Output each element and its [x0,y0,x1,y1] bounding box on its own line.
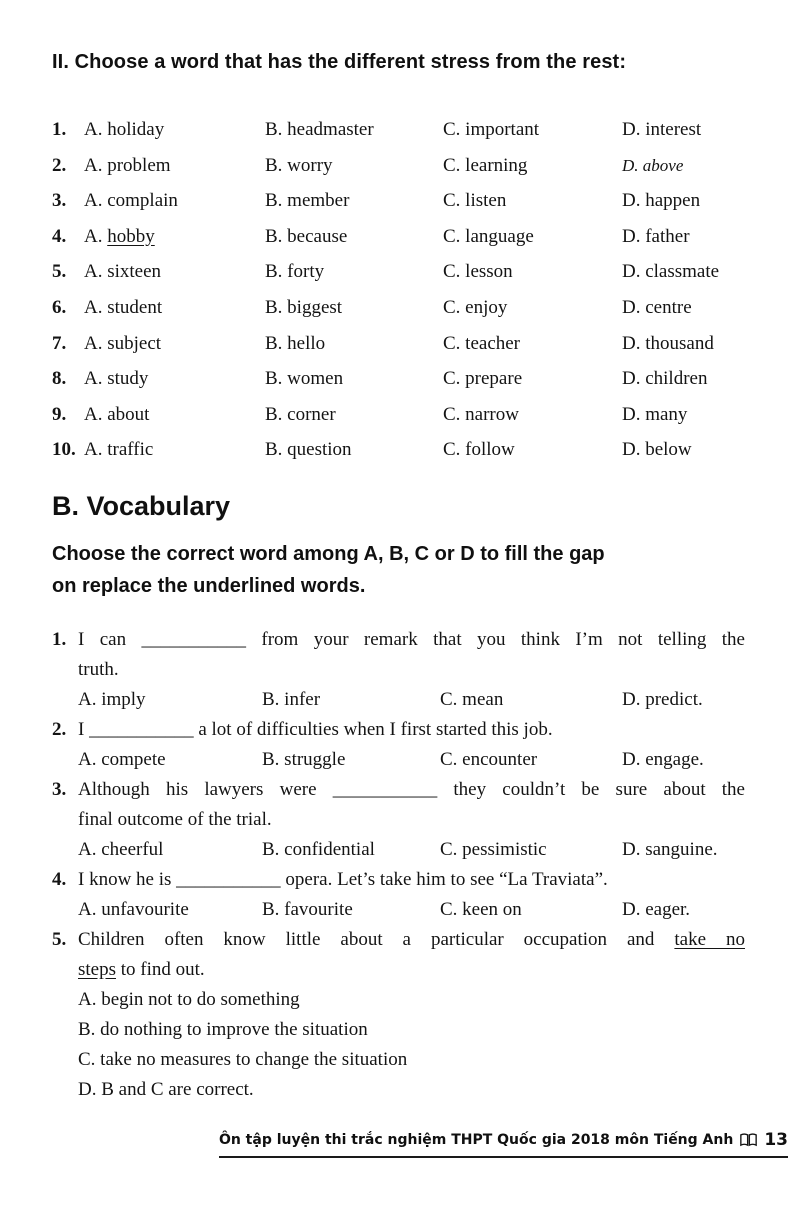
underlined-phrase: steps [78,958,116,980]
question-stem-continued: final outcome of the trial. [78,808,272,830]
question-number: 9. [52,403,67,425]
option-a-label: A. complain [84,190,178,212]
instructions-line: Choose the correct word among A, B, C or D to fill the gap [52,542,605,565]
stress-option-a [52,219,265,255]
options-row [78,685,745,715]
stress-option-a [52,290,265,326]
option-c: C. take no measures to change the situation [78,1048,408,1070]
stress-question-row [52,290,745,326]
question-stem: 1. I can ___________ from your remark that you think I’m not telling the [52,625,745,655]
stress-option-b: B. biggest [265,296,343,318]
question-number: 1. [52,628,67,650]
stress-option-a [52,148,265,184]
option-c: C. keen on [440,898,522,920]
stress-option-b: B. headmaster [265,119,374,140]
option-d: D. predict. [622,688,703,710]
stress-option-a [52,112,265,148]
option-b: B. confidential [262,838,375,860]
question-number: 5. [52,261,67,283]
stress-option-c: C. teacher [443,332,521,354]
option-a-label: A. hobby [84,225,155,247]
option-a-label: A. study [84,368,149,390]
stress-option-b: B. women [265,368,344,390]
page-number: 13 [764,1130,788,1150]
stress-question-row [52,219,745,255]
option-b: B. struggle [262,748,346,770]
option-a: A. cheerful [78,838,164,860]
question-stem: 4. I know he is ___________ opera. Let’s take him to see “La Traviata”. [52,865,745,895]
stress-option-a [52,254,265,290]
stress-option-a [52,432,265,468]
stress-option-d: D. below [622,439,692,461]
stress-option-a [52,183,265,219]
option-d: D. sanguine. [622,838,718,860]
stress-option-a [52,361,265,397]
question-number: 2. [52,154,67,176]
question-number: 3. [52,190,67,212]
stress-option-c: C. lesson [443,261,513,283]
underlined-word: hobby [107,225,155,247]
stress-question-row [52,183,745,219]
stress-option-d: D. centre [622,296,692,318]
stress-option-b: B. worry [265,154,333,176]
stress-option-b: B. question [265,439,352,461]
stress-option-c: C. narrow [443,403,519,425]
vocab-instructions [52,538,745,602]
stress-option-c: C. learning [443,154,528,176]
stress-option-a [52,397,265,433]
question-number: 6. [52,296,67,318]
footer-title: Ôn tập luyện thi trắc nghiệm THPT Quốc gia 2018 môn Tiếng Anh [218,1132,734,1148]
stress-question-row [52,361,745,397]
option-a: A. unfavourite [78,898,189,920]
stress-question-row [52,254,745,290]
stress-option-b: B. forty [265,261,325,283]
vocab-question [52,865,745,925]
option-a-label: A. problem [84,154,171,176]
stress-option-d: D. children [622,368,708,390]
stress-option-c: C. prepare [443,368,523,390]
option-b: B. infer [262,688,321,710]
option-a-label: A. sixteen [84,261,162,283]
stress-option-b: B. member [265,190,350,212]
stress-option-c: C. language [443,225,534,247]
stress-option-d: D. classmate [622,261,720,283]
vocab-question [52,715,745,775]
option-a: A. compete [78,748,166,770]
stress-question-row [52,148,745,184]
page-footer [219,1130,788,1158]
stress-option-d: D. father [622,225,690,247]
stress-option-d: D. thousand [622,332,714,354]
stress-option-c: C. listen [443,190,507,212]
option-a-label: A. about [84,403,150,425]
option-b: B. do nothing to improve the situation [78,1018,368,1040]
option-c: C. pessimistic [440,838,547,860]
option-a-label: A. student [84,296,163,318]
vocab-question [52,925,745,1105]
option-b: B. favourite [262,898,353,920]
question-stem-continued: steps to find out. [78,958,205,980]
stress-question-row [52,432,745,468]
options-row [78,895,745,925]
stress-question-row [52,112,745,148]
stress-option-d: D. above [622,155,684,175]
question-stem-continued: truth. [78,658,119,680]
question-number: 2. [52,718,67,740]
question-number: 5. [52,928,67,950]
option-d: D. eager. [622,898,691,920]
question-stem: 3. Although his lawyers were ___________ they couldn’t be sure about the [52,775,745,805]
underlined-phrase: take no [674,928,745,950]
question-number: 1. [52,119,67,140]
stress-option-d: D. many [622,403,688,425]
question-number: 4. [52,868,67,890]
stress-option-b: B. corner [265,403,336,425]
stress-option-c: C. important [443,119,540,140]
stress-option-c: C. enjoy [443,296,508,318]
vocab-question [52,625,745,715]
stress-option-b: B. hello [265,332,326,354]
option-c: C. mean [440,688,504,710]
question-number: 7. [52,332,67,354]
stress-option-d: D. happen [622,190,701,212]
question-number: 3. [52,778,67,800]
question-number: 8. [52,368,67,390]
option-a-label: A. holiday [84,119,165,140]
stress-question-list [52,112,745,468]
stress-question-row [52,397,745,433]
option-a-label: A. traffic [84,439,154,461]
section-ii-title: II. Choose a word that has the different stress from the rest: [52,51,627,73]
option-a: A. begin not to do something [78,988,300,1010]
option-a-label: A. subject [84,332,162,354]
stress-question-row [52,326,745,362]
question-stem: 2. I ___________ a lot of difficulties when I first started this job. [52,715,745,745]
option-a: A. imply [78,688,146,710]
question-number: 10. [52,439,76,461]
stress-option-c: C. follow [443,439,515,461]
options-row [78,835,745,865]
stress-option-b: B. because [265,225,348,247]
question-number: 4. [52,225,67,247]
option-d: D. engage. [622,748,704,770]
vocab-question [52,775,745,865]
option-d: D. B and C are correct. [78,1078,254,1100]
stress-option-a [52,326,265,362]
instructions-line: on replace the underlined words. [52,574,366,597]
vocab-question-list [52,625,745,1105]
question-stem: 5. Children often know little about a particular occupation and take no [52,925,745,955]
stress-option-d: D. interest [622,119,702,140]
option-c: C. encounter [440,748,538,770]
options-row [78,745,745,775]
vocab-section-title: B. Vocabulary [52,490,231,521]
book-icon [740,1133,757,1147]
